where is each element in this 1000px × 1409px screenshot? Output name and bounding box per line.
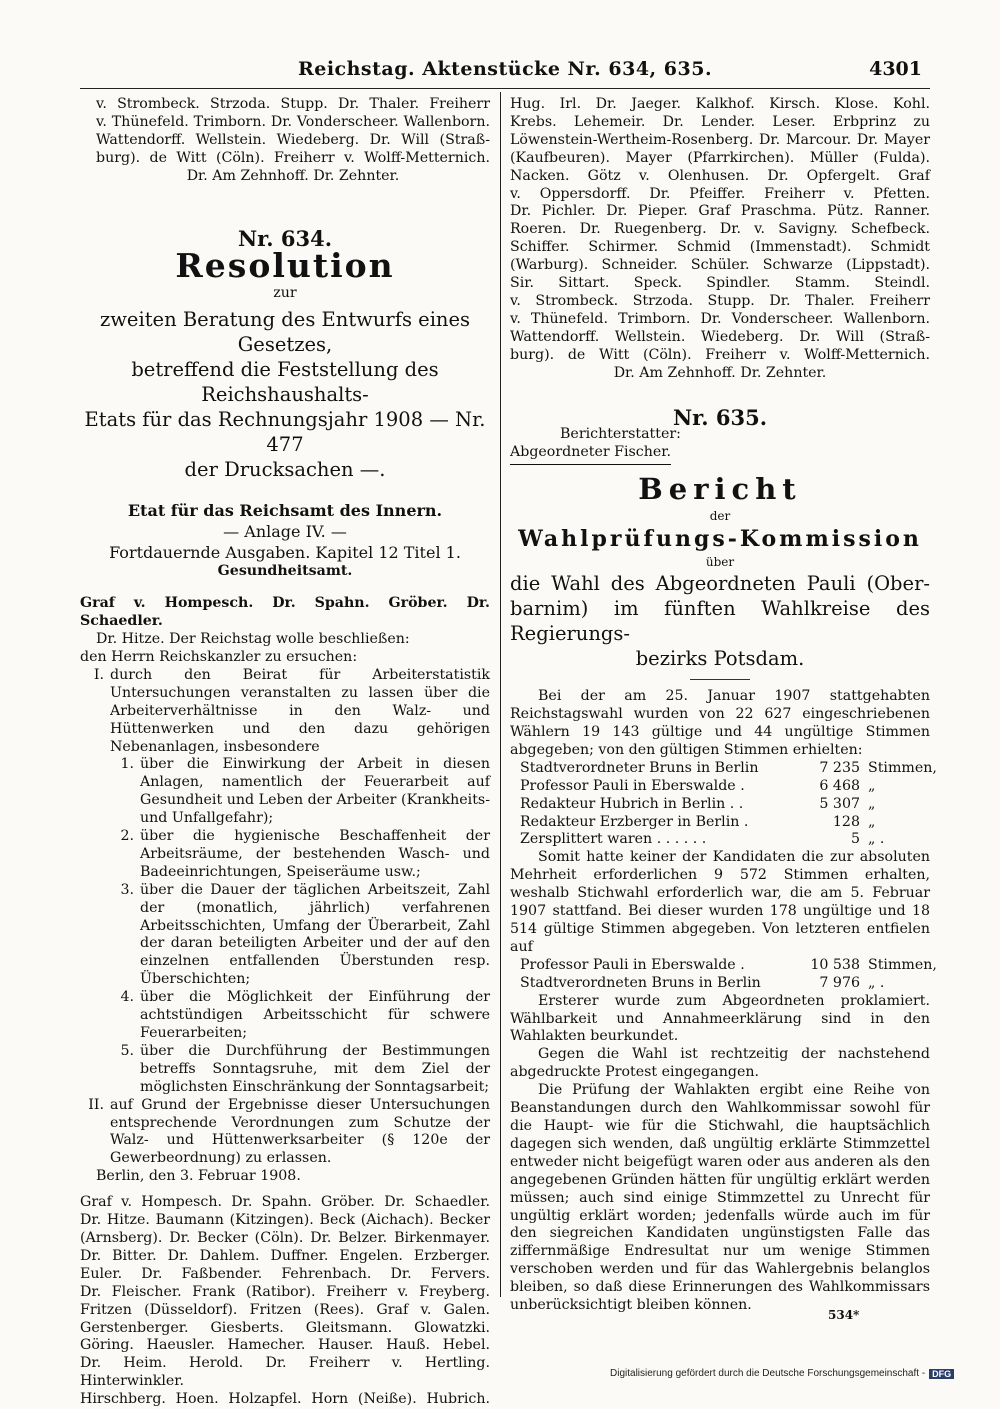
candidate-name: Stadtverordneter Bruns in Berlin <box>520 759 759 776</box>
signers-block <box>80 1194 490 1409</box>
signer-line: (Arnsberg). Dr. Becker (Cöln). Dr. Belzer. Birkenmayer. <box>80 1229 490 1246</box>
item-text: über die Möglichkeit der Einführung der achtstündigen Arbeitsschicht für schwere Feuerarbeiten; <box>140 989 490 1041</box>
text-line: Löwenstein-Wertheim-Rosenberg. Dr. Marcour. Dr. Mayer <box>510 131 930 148</box>
motion-line: Dr. Hitze. Der Reichstag wolle beschließen: <box>96 631 410 648</box>
text-line: v. Thünefeld. Trimborn. Dr. Vonderscheer. Wallenborn. <box>510 310 930 327</box>
zur-label: zur <box>273 285 297 302</box>
column-divider <box>500 92 501 1297</box>
subject-line: die Wahl des Abgeordneten Pauli (Ober- <box>510 572 930 596</box>
header-title: Reichstag. Aktenstücke Nr. 634, 635. <box>297 58 713 80</box>
text-line: Hug. Irl. Dr. Jaeger. Kalkhof. Kirsch. Klose. Kohl. <box>510 96 930 112</box>
candidate-name: Professor Pauli in Eberswalde . <box>520 777 745 794</box>
vote-count: 5 307 <box>819 795 860 812</box>
vote-unit: „ <box>868 777 876 794</box>
vote-table-main <box>510 759 937 850</box>
reporter-name-wrap <box>510 444 930 465</box>
date-line: Berlin, den 3. Februar 1908. <box>96 1168 301 1185</box>
signer-line: Dr. Fleischer. Frank (Ratibor). Freiherr v. Freyberg. <box>80 1283 490 1300</box>
paragraph: Die Prüfung der Wahlakten ergibt eine Reihe von Beanstandungen durch den Wahlkommissar sowohl für die Haupt- wie für die Stichwahl, die hauptsächlich dagegen sich wenden, daß ungültig erklärte Stimmzettel entweder nicht beigefügt waren oder aus anderen als den angegebenen Gründen hätten für ungültig erklärt werden müssen; auch sind einige Stimmzettel zu Unrecht für ungültig erklärt worden; jedenfalls würde auch im für den siegreichen Kandidaten ungünstigsten Falle das ziffernmäßige Endresultat nur um wenige Stimmen verschoben werden und für das Wahlergebnis belanglos bleiben, so daß diese Erinnerungen des Wahlkommissars unberücksichtigt bleiben können. <box>510 1082 930 1314</box>
vote-count: 7 235 <box>819 759 860 776</box>
text-line: burg). de Witt (Cöln). Freiherr v. Wolff-Metternich. <box>96 149 490 166</box>
paragraph: Somit hatte keiner der Kandidaten die zur absoluten Mehrheit erforderlichen 9 572 Stimmen erhalten, weshalb Stichwahl erforderlich war, die am 5. Februar 1907 stattfand. Bei dieser wurden 178 ungültige und 18 514 gültige Stimmen abgegeben. Von letzteren entfielen auf <box>510 849 930 955</box>
page-number: 4301 <box>869 58 922 80</box>
signer-line: Göring. Haeusler. Hamecher. Hauser. Hauß. Hebel. <box>80 1337 490 1354</box>
subject-line: Etats für das Rechnungsjahr 1908 — Nr. 477 <box>84 408 486 457</box>
item-number: 1. <box>120 756 134 773</box>
list-item <box>110 882 490 989</box>
office-heading: Gesundheitsamt. <box>217 563 353 580</box>
vote-table-runoff <box>510 956 937 993</box>
text-line: Krebs. Lehemeir. Dr. Lender. Leser. Erbprinz zu <box>510 113 930 130</box>
paragraph: Bei der am 25. Januar 1907 stattgehabten Reichstagswahl wurden von 22 627 eingeschriebenen Wählern 19 143 gültige und 44 ungültige Stimmen abgegeben; von den gültigen Stimmen erhielten: <box>510 688 930 758</box>
signer-line: Dr. Heim. Herold. Dr. Freiherr v. Hertling. Hinterwinkler. <box>80 1355 490 1390</box>
report-subject <box>510 571 930 671</box>
text-line: v. Strombeck. Strzoda. Stupp. Dr. Thaler. Freiherr <box>96 96 490 112</box>
point-I <box>80 667 490 757</box>
vote-unit: „ <box>868 813 876 830</box>
reporter-label: Berichterstatter: <box>560 426 681 443</box>
budget-line: Fortdauernde Ausgaben. Kapitel 12 Titel 1. <box>109 543 461 563</box>
subject-line: der Drucksachen —. <box>184 458 386 482</box>
vote-unit: Stimmen, <box>868 956 937 973</box>
item-text: über die hygienische Beschaffenheit der Arbeitsräume, der bestehenden Wasch- und Badeeinrichtungen, Speiseräume usw.; <box>140 828 490 880</box>
text-line: Dr. Pichler. Dr. Pieper. Graf Praschma. Pütz. Ranner. <box>510 203 930 220</box>
vote-unit: „ <box>868 795 876 812</box>
running-header <box>80 58 930 86</box>
point-number: II. <box>88 1096 104 1113</box>
text-line: Sir. Sittart. Speck. Spindler. Stamm. Steindl. <box>510 275 930 292</box>
item-number: 2. <box>120 828 134 845</box>
candidate-name: Redakteur Hubrich in Berlin . . <box>520 795 744 812</box>
list-item <box>110 828 490 882</box>
vote-count: 5 <box>850 831 860 848</box>
item-number: 3. <box>120 881 134 898</box>
left-column <box>80 96 490 1409</box>
subject-line: bezirks Potsdam. <box>635 647 805 671</box>
subject-line: barnim) im fünften Wahlkreise des Regierungs- <box>510 597 930 646</box>
text-line: Schiffer. Schirmer. Schmid (Immenstadt). Schmidt <box>510 239 930 256</box>
candidate-name: Redakteur Erzberger in Berlin . <box>520 813 749 830</box>
header-rule <box>80 88 930 89</box>
resolution-subject <box>80 307 490 482</box>
vote-count: 7 976 <box>819 974 860 991</box>
ueber-label: über <box>705 555 735 570</box>
text-line: Dr. Am Zehnhoff. Dr. Zehnter. <box>186 167 400 184</box>
right-column <box>510 96 937 1315</box>
point-number: I. <box>93 666 104 683</box>
signer-line: Hirschberg. Hoen. Holzapfel. Horn (Neiße). Hubrich. <box>80 1391 490 1408</box>
vote-unit: „ . <box>868 831 885 848</box>
signer-line: Euler. Dr. Faßbender. Fehrenbach. Dr. Fervers. <box>80 1265 490 1282</box>
motion-line: den Herrn Reichskanzler zu ersuchen: <box>80 648 358 665</box>
text-line: Wattendorff. Wellstein. Wiedeberg. Dr. Will (Straß- <box>510 328 930 345</box>
list-item <box>110 756 490 828</box>
vote-count: 128 <box>832 813 860 830</box>
signer-line: Dr. Hitze. Baumann (Kitzingen). Beck (Aichach). Becker <box>80 1212 490 1229</box>
reporter-name: Abgeordneter Fischer. <box>510 444 671 465</box>
vote-count: 6 468 <box>819 777 860 794</box>
subject-line: betreffend die Feststellung des Reichshaushalts- <box>131 358 439 407</box>
report-title: Bericht <box>638 472 802 507</box>
text-line: Dr. Am Zehnhoff. Dr. Zehnter. <box>613 364 827 381</box>
point-II <box>80 1097 490 1169</box>
text-line: Nacken. Götz v. Olenhusen. Dr. Opfergelt. Graf <box>510 167 930 184</box>
point-text: durch den Beirat für Arbeiterstatistik Untersuchungen veranstalten zu lassen über die Arbeiterverhältnisse in den Walz- und Hüttenwerken und den dazu gehörigen Nebenanlagen, insbesondere <box>110 666 490 755</box>
continuation-signers <box>510 96 930 383</box>
resolution-title: Resolution <box>175 246 395 286</box>
document-number-634: Nr. 634. <box>237 225 333 251</box>
anlage-heading: — Anlage IV. — <box>223 522 347 542</box>
paragraph: Ersterer wurde zum Abgeordneten proklamiert. Wählbarkeit und Annahmeerklärung sind in den Wahlakten beurkundet. <box>510 992 930 1045</box>
der-label: der <box>709 509 731 524</box>
text-line: Roeren. Dr. Ruegenberg. Dr. v. Savigny. Schefbeck. <box>510 221 930 238</box>
commission-title: Wahlprüfungs-Kommission <box>518 526 922 553</box>
signature-mark: 534* <box>828 1308 860 1322</box>
footer-credit <box>610 1368 954 1379</box>
paragraph: Gegen die Wahl ist rechtzeitig der nachstehend abgedruckte Protest eingegangen. <box>510 1046 930 1081</box>
signer-line: Graf v. Hompesch. Dr. Spahn. Gröber. Dr. Schaedler. <box>80 1194 490 1211</box>
vote-count: 10 538 <box>810 956 860 973</box>
text-line: v. Thünefeld. Trimborn. Dr. Vonderscheer. Wallenborn. <box>96 113 490 130</box>
etat-heading: Etat für das Reichsamt des Innern. <box>127 501 443 521</box>
text-line: Wattendorff. Wellstein. Wiedeberg. Dr. Will (Straß- <box>96 131 490 148</box>
list-item <box>110 1043 490 1097</box>
section-divider <box>690 679 750 680</box>
continuation-signers <box>80 96 490 186</box>
text-line: burg). de Witt (Cöln). Freiherr v. Wolff-Metternich. <box>510 346 930 363</box>
text-line: (Kaufbeuren). Mayer (Pfarrkirchen). Müller (Fulda). <box>510 149 930 166</box>
point-text: auf Grund der Ergebnisse dieser Untersuchungen entsprechende Verordnungen zum Schutze der Walz- und Hüttenwerksarbeiter (§ 120e der Gewerbeordnung) zu erlassen. <box>110 1096 490 1167</box>
signer-line: Dr. Bitter. Dr. Dahlem. Duffner. Engelen. Erzberger. <box>80 1247 490 1264</box>
list-item <box>110 989 490 1043</box>
item-text: über die Dauer der täglichen Arbeitszeit, Zahl der (monatlich, jährlich) verfahrenen Arbeitsschichten, Umfang der Überarbeit, Zahl der daran beteiligten Arbeiter und der auf den einzelnen entfallenden Überstunden resp. Überschichten; <box>140 881 490 988</box>
vote-unit: Stimmen, <box>868 759 937 776</box>
text-line: v. Oppersdorff. Dr. Pfeiffer. Freiherr v. Pfetten. <box>510 185 930 202</box>
item-text: über die Durchführung der Bestimmungen betreffs Sonntagsruhe, mit dem Ziel der möglichsten Einschränkung der Sonntagsarbeit; <box>140 1042 490 1095</box>
text-line: v. Strombeck. Strzoda. Stupp. Dr. Thaler. Freiherr <box>510 292 930 309</box>
text-line: (Warburg). Schneider. Schüler. Schwarze (Lippstadt). <box>510 257 930 274</box>
sub-items <box>80 756 490 1096</box>
candidate-name: Professor Pauli in Eberswalde . <box>520 956 745 973</box>
subject-line: zweiten Beratung des Entwurfs eines Gesetzes, <box>99 308 471 357</box>
motion-line: Graf v. Hompesch. Dr. Spahn. Gröber. Dr. Schaedler. <box>80 595 490 630</box>
item-text: über die Einwirkung der Arbeit in diesen Anlagen, namentlich der Feuerarbeit auf Gesundheit und Leben der Arbeiter (Krankheits- und Unfallgefahr); <box>140 756 490 827</box>
signer-line: Fritzen (Düsseldorf). Fritzen (Rees). Graf v. Galen. <box>80 1301 490 1318</box>
vote-unit: „ . <box>868 974 885 991</box>
candidate-name: Zersplittert waren . . . . . . <box>520 831 707 848</box>
document-number-635: Nr. 635. <box>672 404 768 430</box>
item-number: 5. <box>120 1042 134 1059</box>
footer-text: Digitalisierung gefördert durch die Deutsche Forschungsgemeinschaft - <box>610 1368 926 1379</box>
item-number: 4. <box>120 989 134 1006</box>
signer-line: Gerstenberger. Giesberts. Gleitsmann. Glowatzki. <box>80 1319 490 1336</box>
candidate-name: Stadtverordneten Bruns in Berlin <box>520 974 761 991</box>
dfg-logo: DFG <box>929 1369 954 1379</box>
